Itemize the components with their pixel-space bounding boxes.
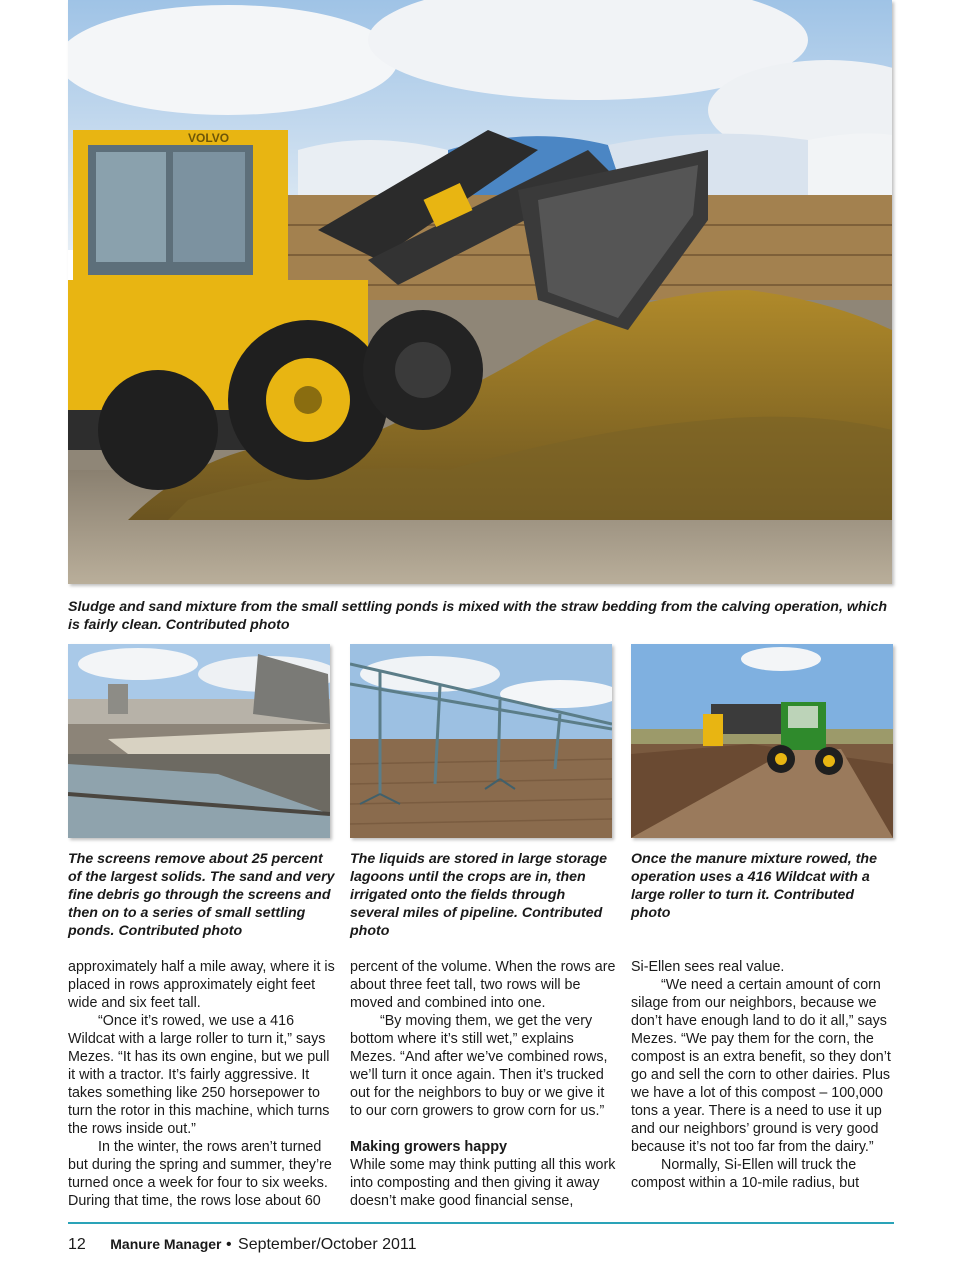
article-paragraph: percent of the volume. When the rows are about three feet tall, two rows will be moved and combined into one.	[350, 959, 616, 1011]
article-paragraph: “Once it’s rowed, we use a 416 Wildcat with a large roller to turn it,” says Mezes. “It has its own engine, but we pull it with a tractor. It’s fairly aggressive. It takes something like 250 horsepower to turn the rotor in this machine, which turns the rows inside out.”	[68, 1013, 330, 1137]
article-paragraph: Si-Ellen sees real value.	[631, 959, 785, 975]
article-column-3	[631, 958, 899, 1192]
page-number: 12	[68, 1236, 86, 1253]
photo-screens	[68, 644, 330, 838]
section-heading: Making growers happy	[350, 1139, 508, 1155]
main-photo-caption: Sludge and sand mixture from the small settling ponds is mixed with the straw bedding from the calving operation, which is fairly clean. Contributed photo	[68, 599, 888, 633]
settling-ponds-illustration	[68, 644, 330, 838]
center-pivot-illustration	[350, 644, 612, 838]
article-column-2	[350, 958, 618, 1210]
article-paragraph: In the winter, the rows aren’t turned but during the spring and summer, they’re turned once a week for four to six weeks. During that time, the rows lose about 60	[68, 1139, 332, 1209]
article-column-1	[68, 958, 336, 1210]
article-paragraph: Normally, Si-Ellen will truck the compost within a 10-mile radius, but	[631, 1157, 860, 1191]
magazine-name: Manure Manager	[110, 1236, 222, 1252]
article-paragraph: approximately half a mile away, where it is placed in rows approximately eight feet wide and six feet tall.	[68, 959, 335, 1011]
screens-caption: The screens remove about 25 percent of the largest solids. The sand and very fine debris go through the screens and then on to a series of small settling ponds. Contributed photo	[68, 851, 335, 939]
photo-tractor-roller	[631, 644, 893, 838]
photo-center-pivot	[350, 644, 612, 838]
article-paragraph: “We need a certain amount of corn silage from our neighbors, because we don’t have enough land to do it all,” says Mezes. “We pay them for the corn, the compost is an extra benefit, so they don’t go and sell the corn to other dairies. Plus we have a lot of this compost – 100,000 tons a year. There is a need to use it up and our neighbors’ ground is very good because it’s not too far from the dairy.”	[631, 977, 891, 1155]
loader-brand-text: VOLVO	[188, 131, 230, 145]
wheel-loader-illustration	[68, 0, 892, 584]
article-paragraph: “By moving them, we get the very bottom where it’s still wet,” explains Mezes. “And after we’ve combined rows, we’ll turn it once again. Then it’s trucked out for the neighbors to buy or we give it to our corn growers to grow corn for us.”	[350, 1013, 608, 1119]
article-paragraph: While some may think putting all this work into composting and then giving it away doesn’t make good financial sense,	[350, 1157, 616, 1209]
photo-wheel-loader	[68, 0, 892, 584]
issue-date: September/October 2011	[238, 1236, 417, 1253]
liquids-caption: The liquids are stored in large storage lagoons until the crops are in, then irrigated onto the fields through several miles of pipeline. Contributed photo	[350, 851, 608, 939]
page-footer	[68, 1234, 417, 1255]
footer-separator: •	[225, 1236, 232, 1253]
tractor-roller-illustration	[631, 644, 893, 838]
footer-rule	[68, 1222, 894, 1224]
roller-caption: Once the manure mixture rowed, the operation uses a 416 Wildcat with a large roller to turn it. Contributed photo	[631, 851, 877, 921]
